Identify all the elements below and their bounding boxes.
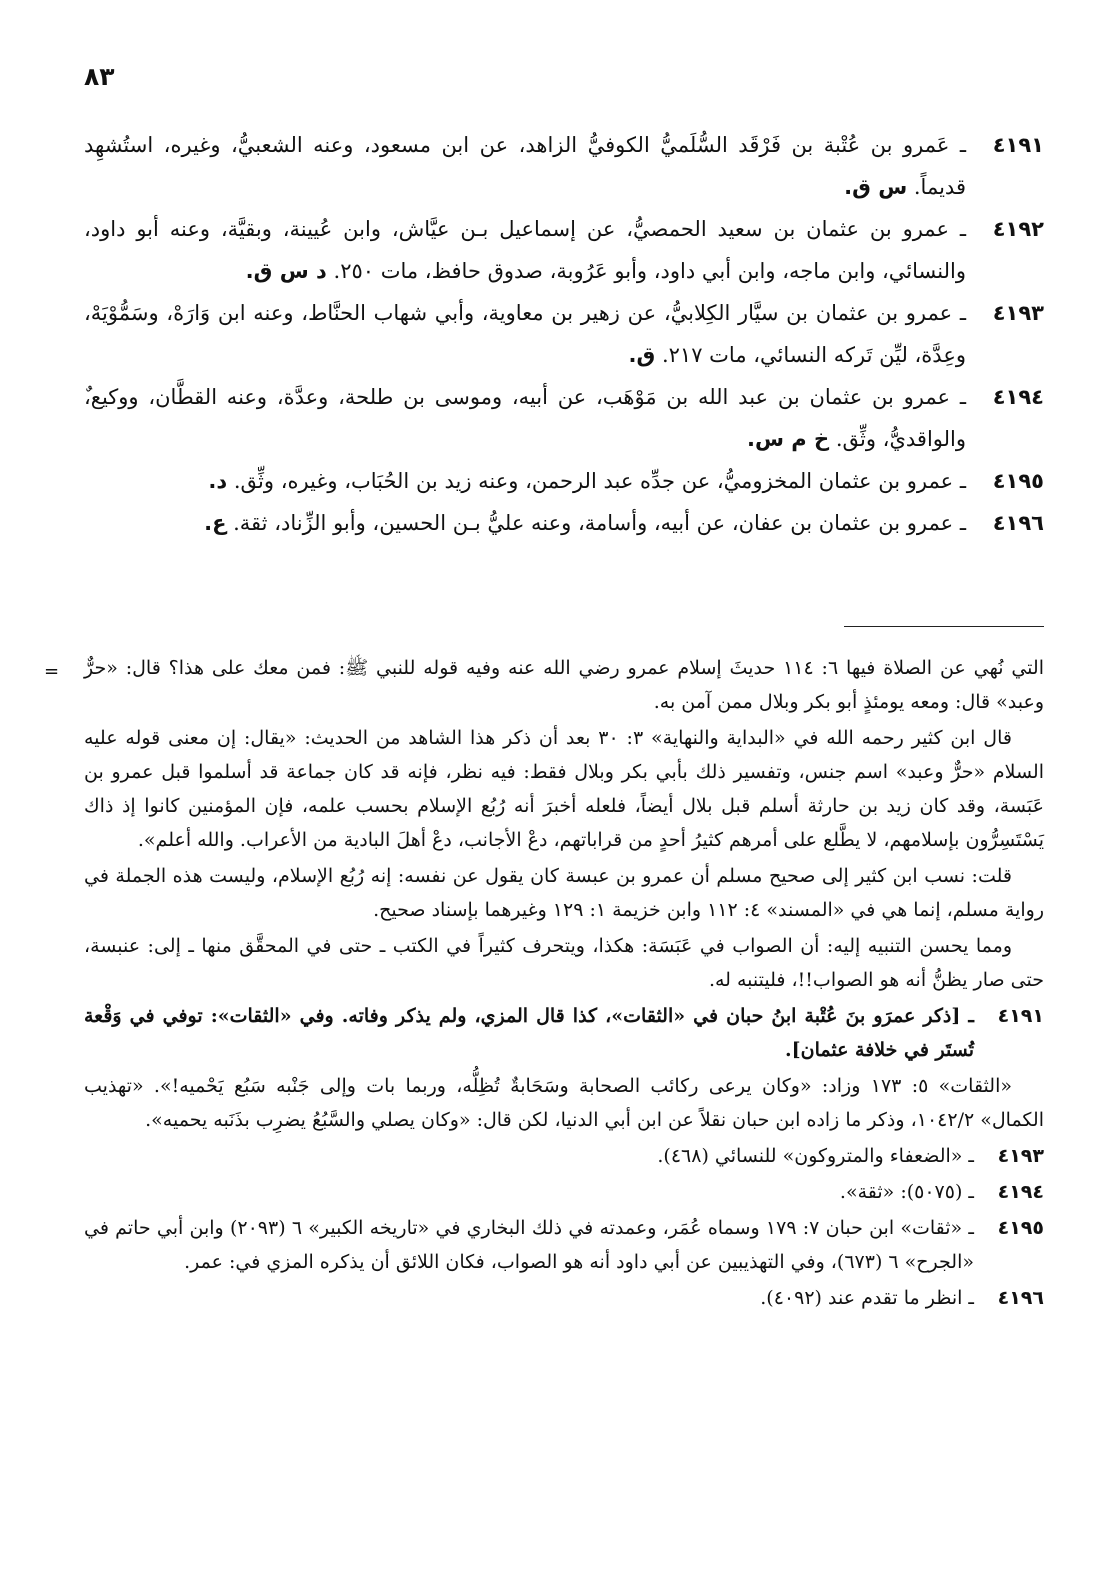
entry-source-codes: ق. (628, 343, 656, 367)
entry-number: ٤١٩٦ (992, 511, 1044, 535)
footnote-numbered (84, 1139, 1044, 1173)
entry-number: ٤١٩٣ (992, 301, 1044, 325)
entry-number: ٤١٩٢ (992, 217, 1044, 241)
footnote-numbered (84, 1281, 1044, 1315)
biography-entry (84, 124, 1044, 208)
biography-entry (84, 292, 1044, 376)
entry-source-codes: د س ق. (245, 259, 327, 283)
footnote-paragraph (84, 721, 1044, 857)
continuation-mark: = (44, 661, 60, 682)
footnote-text: التي نُهي عن الصلاة فيها ٦: ١١٤ حديثَ إسلام عمرو رضي الله عنه وفيه قوله للنبي ﷺ: فمن معك على هذا؟ قال: «حرٌّ وعبد» قال: ومعه يومئذٍ أبو بكر وبلال ممن آمن به. (84, 657, 1044, 713)
entry-number: ٤١٩١ (992, 133, 1044, 157)
footnote-text: «الثقات» ٥: ١٧٣ وزاد: «وكان يرعى ركائب الصحابة وسَحَابةٌ تُظِلُّه، وربما بات وإلى جَنْبه سَبُع يَحْميه!». «تهذيب الكمال» ١٠٤٢/٢، وذكر ما زاده ابن حبان نقلاً عن ابن أبي الدنيا، لكن قال: «وكان يصلي والسَّبُعُ يضرِب بذَنَبه يحميه». (84, 1075, 1044, 1131)
footnote-number: ٤١٩٥ (997, 1217, 1044, 1239)
footnote-number: ٤١٩١ (997, 1005, 1044, 1027)
page-number: ٨٣ (84, 62, 115, 91)
entry-source-codes: د. (208, 469, 228, 493)
footnotes (44, 651, 1044, 1317)
entry-number: ٤١٩٤ (992, 385, 1044, 409)
footnote-text: قال ابن كثير رحمه الله في «البداية والنهاية» ٣: ٣٠ بعد أن ذكر هذا الشاهد من الحديث: «يقال: إن معنى قوله عليه السلام «حرٌّ وعبد» اسم جنس، وتفسير ذلك بأبي بكر وبلال فقط: فيه نظر، فإنه قد كان جماعة قد أسلموا قبل عمرو بن عَبَسة، وقد كان زيد بن حارثة أسلم قبل بلال أيضاً، فلعله أخبرَ أنه رُبُع الإسلام بحسب علمه، فإن المؤمنين كانوا إذ ذاك يَسْتَسِرُّون بإسلامهم، لا يطَّلع على أمرهم كثيرُ أحدٍ من قراباتهم، دعْ الأجانب، دعْ أهلَ البادية من الأعراب. والله أعلم». (84, 727, 1044, 851)
footnote-numbered (84, 1211, 1044, 1279)
biography-entry (84, 460, 1044, 502)
biography-entry (84, 208, 1044, 292)
entry-text: ـ عمرو بن عثمان بن سعيد الحمصيُّ، عن إسماعيل بـن عيَّاش، وابن عُيينة، وبقيَّة، وعنه أبو داود، والنسائي، وابن ماجه، وابن أبي داود، وأبو عَرُوبة، صدوق حافظ، مات ٢٥٠. (84, 217, 966, 283)
footnote-text: ـ «الضعفاء والمتروكون» للنسائي (٤٦٨). (657, 1145, 974, 1167)
footnote-number: ٤١٩٣ (997, 1145, 1044, 1167)
entry-source-codes: خ م س. (747, 427, 830, 451)
entry-text: ـ عمرو بن عثمان بن عبد الله بن مَوْهَب، عن أبيه، وموسى بن طلحة، وعدَّة، وعنه القطَّان، ووكيع،ٌ والواقديُّ، وثِّق. (84, 385, 966, 451)
biography-entries (84, 124, 1044, 544)
entry-number: ٤١٩٥ (992, 469, 1044, 493)
footnote-text: ـ (٥٠٧٥): «ثقة». (839, 1181, 974, 1203)
biography-entry (84, 376, 1044, 460)
entry-text: ـ عمرو بن عثمان المخزوميُّ، عن جدِّه عبد الرحمن، وعنه زيد بن الحُبَاب، وغيره، وثِّق. (233, 469, 966, 493)
footnote-paragraph (84, 859, 1044, 927)
footnote-text: ـ انظر ما تقدم عند (٤٠٩٢). (760, 1287, 974, 1309)
footnote-number: ٤١٩٤ (997, 1181, 1044, 1203)
footnote-divider (844, 626, 1044, 627)
entry-source-codes: س ق. (844, 175, 908, 199)
footnote-text: ـ «ثقات» ابن حبان ٧: ١٧٩ وسماه عُمَر، وعمدته في ذلك البخاري في «تاريخه الكبير» ٦ (٢٠٩٣) وابن أبي حاتم في «الجرح» ٦ (٦٧٣)، وفي التهذيبين عن أبي داود أنه هو الصواب، فكان اللائق أن يذكره المزي في: عمر. (84, 1217, 974, 1273)
entry-text: ـ عمرو بن عثمان بن سيَّار الكِلابيُّ، عن زهير بن معاوية، وأبي شهاب الحنَّاط، وعنه ابن وَارَهْ، وسَمُّوْيَهْ، وعِدَّة، ليِّن تَركه النسائي، مات ٢١٧. (84, 301, 966, 367)
footnote-paragraph (84, 1069, 1044, 1137)
footnote-number: ٤١٩٦ (997, 1287, 1044, 1309)
footnote-numbered (84, 1175, 1044, 1209)
biography-entry (84, 502, 1044, 544)
footnote-paragraph (84, 929, 1044, 997)
footnote-text: قلت: نسب ابن كثير إلى صحيح مسلم أن عمرو بن عبسة كان يقول عن نفسه: إنه رُبُع الإسلام، وليست هذه الجملة في رواية مسلم، إنما هي في «المسند» ٤: ١١٢ وابن خزيمة ١: ١٢٩ وغيرهما بإسناد صحيح. (84, 865, 1044, 921)
entry-text: ـ عمرو بن عثمان بن عفان، عن أبيه، وأسامة، وعنه عليُّ بـن الحسين، وأبو الزِّناد، ثقة. (233, 511, 966, 535)
footnote-text: ـ [ذكر عمرَو بنَ عُتْبة ابنُ حبان في «الثقات»، كذا قال المزي، ولم يذكر وفاته. وفي «الثقات»: توفي في وَقْعة تُستَر في خلافة عثمان]. (84, 1005, 974, 1061)
footnote-continuation (44, 651, 1044, 719)
footnote-numbered (84, 999, 1044, 1067)
entry-text: ـ عَمرو بن عُتْبة بن فَرْقَد السُّلَميُّ الكوفيُّ الزاهد، عن ابن مسعود، وعنه الشعبيُّ، وغيره، استُشهِد قديماً. (84, 133, 966, 199)
footnote-text: ومما يحسن التنبيه إليه: أن الصواب في عَبَسَة: هكذا، ويتحرف كثيراً في الكتب ـ حتى في المحقَّق منها ـ إلى: عنبسة، حتى صار يظنُّ أنه هو الصواب!!، فليتنبه له. (84, 935, 1044, 991)
entry-source-codes: ع. (204, 511, 227, 535)
